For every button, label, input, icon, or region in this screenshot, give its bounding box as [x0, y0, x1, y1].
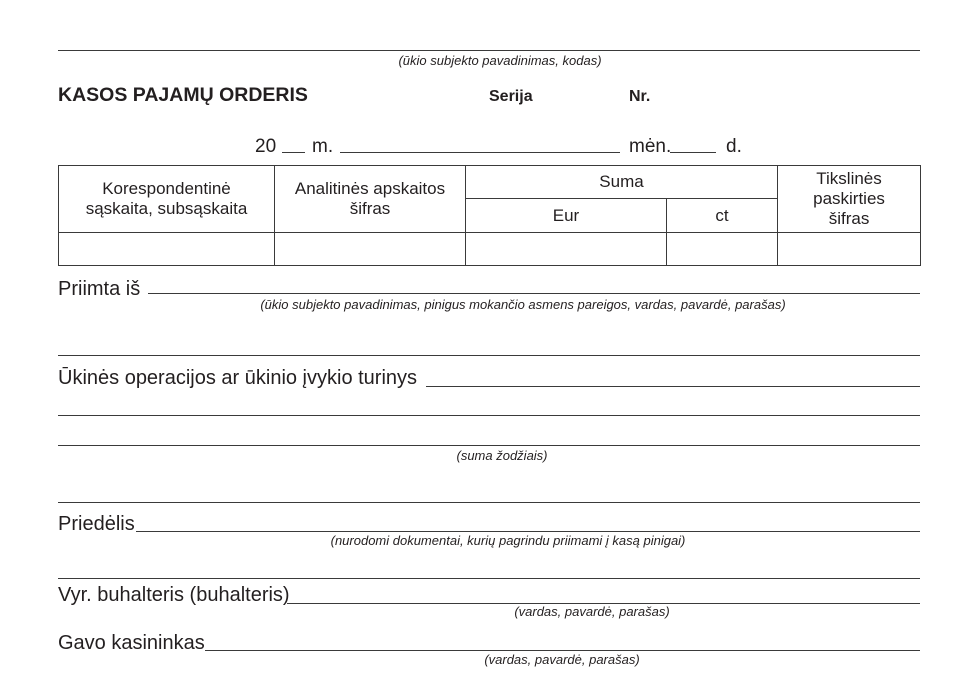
- cell-sum-eur[interactable]: [466, 233, 667, 266]
- received-from-label: Priimta iš: [58, 278, 141, 300]
- cashier-label: Gavo kasininkas: [58, 632, 205, 654]
- operation-field-extra[interactable]: [58, 415, 920, 416]
- received-from-caption: (ūkio subjekto pavadinimas, pinigus mokančio asmens pareigos, vardas, pavardė, parašas): [260, 297, 786, 312]
- entity-name-line[interactable]: [58, 50, 920, 51]
- form-title: KASOS PAJAMŲ ORDERIS: [58, 84, 308, 106]
- cashier-caption: (vardas, pavardė, parašas): [484, 652, 640, 667]
- header-corresponding-account-line1: Korespondentinė: [102, 179, 231, 198]
- header-purpose-code-line2: paskirties: [813, 189, 885, 208]
- received-from-field[interactable]: [148, 293, 920, 294]
- amount-words-field-extra[interactable]: [58, 502, 920, 503]
- series-label: Serija: [489, 88, 533, 105]
- header-sum: Suma: [466, 166, 778, 199]
- attachment-field[interactable]: [136, 531, 920, 532]
- date-year-prefix: 20: [255, 136, 277, 157]
- date-year-suffix: m.: [312, 136, 334, 157]
- header-corresponding-account-line2: sąskaita, subsąskaita: [85, 199, 248, 218]
- operation-label: Ūkinės operacijos ar ūkinio įvykio turinys: [58, 367, 418, 389]
- cell-sum-ct[interactable]: [667, 233, 778, 266]
- date-day-field[interactable]: [670, 152, 716, 153]
- received-from-field-extra[interactable]: [58, 355, 920, 356]
- header-purpose-code-line3: šifras: [828, 209, 870, 228]
- amount-words-field[interactable]: [58, 445, 920, 446]
- header-corresponding-account: [59, 166, 275, 233]
- accounting-table: [58, 165, 921, 266]
- header-purpose-code: [778, 166, 921, 233]
- attachment-label: Priedėlis: [58, 513, 135, 535]
- date-month-suffix: mėn.: [629, 136, 672, 157]
- number-label: Nr.: [629, 88, 651, 105]
- date-month-field[interactable]: [340, 152, 620, 153]
- table-row: [59, 233, 921, 266]
- cell-purpose-code[interactable]: [778, 233, 921, 266]
- attachment-caption: (nurodomi dokumentai, kurių pagrindu priimami į kasą pinigai): [330, 533, 686, 548]
- amount-words-caption: (suma žodžiais): [456, 448, 548, 463]
- chief-accountant-label: Vyr. buhalteris (buhalteris): [58, 584, 290, 606]
- date-day-suffix: d.: [726, 136, 742, 157]
- cell-corresponding-account[interactable]: [59, 233, 275, 266]
- header-analytic-code-line1: Analitinės apskaitos: [294, 179, 446, 198]
- header-sum-eur: Eur: [466, 199, 667, 233]
- date-year-field[interactable]: [282, 152, 305, 153]
- attachment-field-extra[interactable]: [58, 578, 920, 579]
- entity-name-caption: (ūkio subjekto pavadinimas, kodas): [398, 53, 602, 68]
- header-analytic-code: [275, 166, 466, 233]
- operation-field[interactable]: [426, 386, 920, 387]
- cashier-field[interactable]: [205, 650, 920, 651]
- chief-accountant-caption: (vardas, pavardė, parašas): [514, 604, 670, 619]
- cell-analytic-code[interactable]: [275, 233, 466, 266]
- header-purpose-code-line1: Tikslinės: [816, 169, 882, 188]
- header-analytic-code-line2: šifras: [349, 199, 391, 218]
- header-sum-ct: ct: [667, 199, 778, 233]
